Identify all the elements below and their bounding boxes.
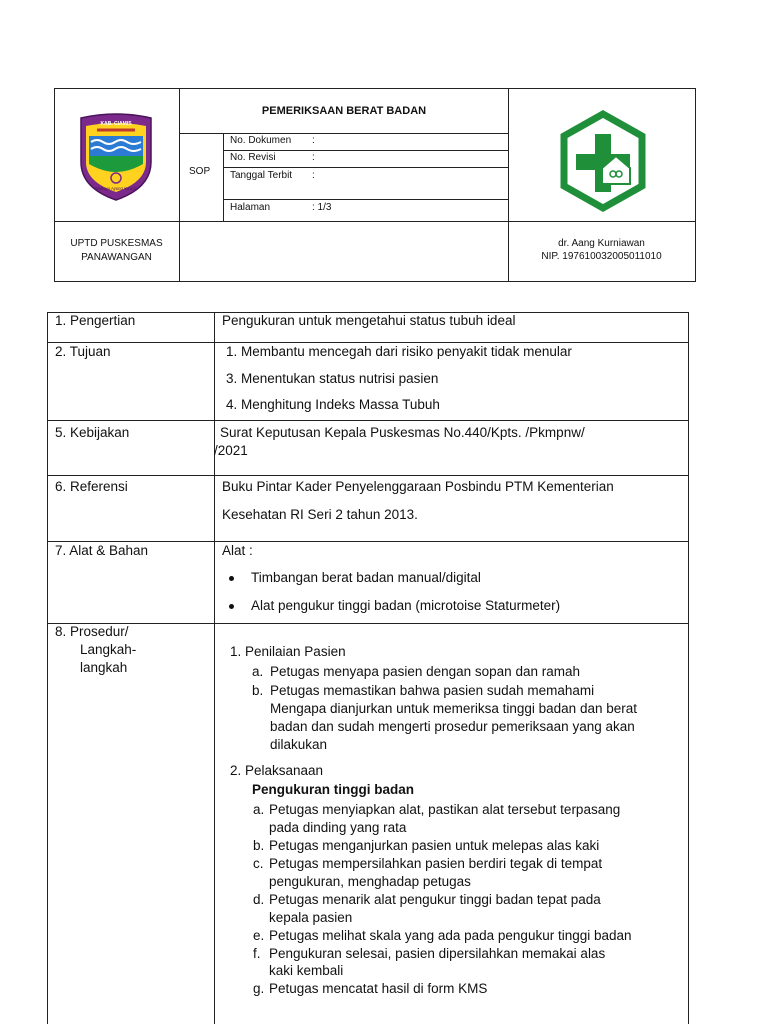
step2-f-line-1: Pengukuran selesai, pasien dipersilahkan memakai alas bbox=[269, 946, 606, 961]
referensi-line-2: Kesehatan RI Seri 2 tahun 2013. bbox=[222, 507, 418, 522]
meta-value-no-dokumen: : bbox=[312, 135, 315, 146]
step2-g-line-1: Petugas mencatat hasil di form KMS bbox=[269, 981, 488, 996]
org-name-line1: UPTD PUSKESMAS bbox=[70, 238, 163, 249]
meta-label-no-dokumen: No. Dokumen bbox=[230, 135, 292, 146]
step1-b-line-2: Mengapa dianjurkan untuk memeriksa tinggi badan dan berat bbox=[270, 701, 637, 716]
document-title: PEMERIKSAAN BERAT BADAN bbox=[261, 105, 427, 117]
step2-g-letter: g. bbox=[253, 981, 265, 996]
alat-item-2: Alat pengukur tinggi badan (microtoise Staturmeter) bbox=[251, 598, 561, 613]
label-alat-bahan: 7. Alat & Bahan bbox=[55, 543, 149, 558]
step2-subtitle: Pengukuran tinggi badan bbox=[252, 782, 415, 797]
step2-d-line-2: kepala pasien bbox=[269, 910, 353, 925]
bullet-dot-icon bbox=[229, 604, 234, 609]
step2-d-letter: d. bbox=[253, 892, 265, 907]
sop-label: SOP bbox=[189, 166, 211, 177]
label-tujuan: 2. Tujuan bbox=[55, 344, 111, 359]
alat-item-1: Timbangan berat badan manual/digital bbox=[251, 570, 481, 585]
label-prosedur-line-1: 8. Prosedur/ bbox=[55, 624, 129, 639]
step1-title: 1. Penilaian Pasien bbox=[230, 644, 346, 659]
label-prosedur-line-2: Langkah- bbox=[80, 642, 137, 657]
label-kebijakan: 5. Kebijakan bbox=[55, 425, 130, 440]
step2-a-letter: a. bbox=[253, 802, 265, 817]
tujuan-item-3: 4. Menghitung Indeks Massa Tubuh bbox=[226, 397, 440, 412]
step1-b-letter: b. bbox=[252, 683, 264, 698]
step2-b-letter: b. bbox=[253, 838, 265, 853]
step2-a-line-1: Petugas menyiapkan alat, pastikan alat tersebut terpasang bbox=[269, 802, 621, 817]
ciamis-crest-logo bbox=[77, 112, 155, 202]
tujuan-item-1: 1. Membantu mencegah dari risiko penyakit tidak menular bbox=[226, 344, 572, 359]
meta-label-tanggal-terbit: Tanggal Terbit bbox=[230, 170, 293, 181]
step1-b-line-4: dilakukan bbox=[270, 737, 328, 752]
kebijakan-line-2: /2021 bbox=[214, 443, 248, 458]
label-referensi: 6. Referensi bbox=[55, 479, 128, 494]
step2-title: 2. Pelaksanaan bbox=[230, 763, 324, 778]
label-prosedur-line-3: langkah bbox=[80, 660, 128, 675]
alat-intro: Alat : bbox=[222, 543, 253, 558]
step1-a-letter: a. bbox=[252, 664, 264, 679]
crest-top-text: KAB. CIAMIS bbox=[100, 121, 132, 127]
text-pengertian: Pengukuran untuk mengetahui status tubuh ideal bbox=[222, 313, 516, 328]
bullet-dot-icon bbox=[229, 576, 234, 581]
crest-bottom-text: Mahayu Ayong Ka'adu bbox=[95, 186, 137, 191]
kebijakan-line-1: Surat Keputusan Kepala Puskesmas No.440/Kpts. /Pkmpnw/ bbox=[220, 425, 585, 440]
meta-label-no-revisi: No. Revisi bbox=[230, 152, 276, 163]
signer-name: dr. Aang Kurniawan bbox=[558, 238, 645, 249]
step2-e-line-1: Petugas melihat skala yang ada pada pengukur tinggi badan bbox=[269, 928, 632, 943]
step2-c-line-2: pengukuran, menghadap petugas bbox=[269, 874, 471, 889]
step2-f-line-2: kaki kembali bbox=[269, 963, 344, 978]
step2-d-line-1: Petugas menarik alat pengukur tinggi badan tepat pada bbox=[269, 892, 601, 907]
step1-b-line-1: Petugas memastikan bahwa pasien sudah memahami bbox=[270, 683, 595, 698]
step2-c-letter: c. bbox=[253, 856, 264, 871]
step2-b-line-1: Petugas menganjurkan pasien untuk melepas alas kaki bbox=[269, 838, 600, 853]
referensi-line-1: Buku Pintar Kader Penyelenggaraan Posbindu PTM Kementerian bbox=[222, 479, 614, 494]
meta-value-no-revisi: : bbox=[312, 152, 315, 163]
tujuan-item-2: 3. Menentukan status nutrisi pasien bbox=[226, 371, 439, 386]
org-name-line2: PANAWANGAN bbox=[81, 252, 152, 263]
meta-value-tanggal-terbit: : bbox=[312, 170, 315, 181]
signer-nip: NIP. 197610032005011010 bbox=[541, 251, 662, 262]
label-pengertian: 1. Pengertian bbox=[55, 313, 136, 328]
step1-a-line-1: Petugas menyapa pasien dengan sopan dan ramah bbox=[270, 664, 580, 679]
step2-f-letter: f. bbox=[253, 946, 261, 961]
meta-label-halaman: Halaman bbox=[230, 202, 271, 213]
meta-value-halaman: : 1/3 bbox=[312, 202, 332, 213]
step1-b-line-3: badan dan sudah mengerti prosedur pemeriksaan yang akan bbox=[270, 719, 635, 734]
step2-c-line-1: Petugas mempersilahkan pasien berdiri tegak di tempat bbox=[269, 856, 603, 871]
step2-a-line-2: pada dinding yang rata bbox=[269, 820, 407, 835]
step2-e-letter: e. bbox=[253, 928, 265, 943]
puskesmas-logo bbox=[558, 110, 648, 214]
